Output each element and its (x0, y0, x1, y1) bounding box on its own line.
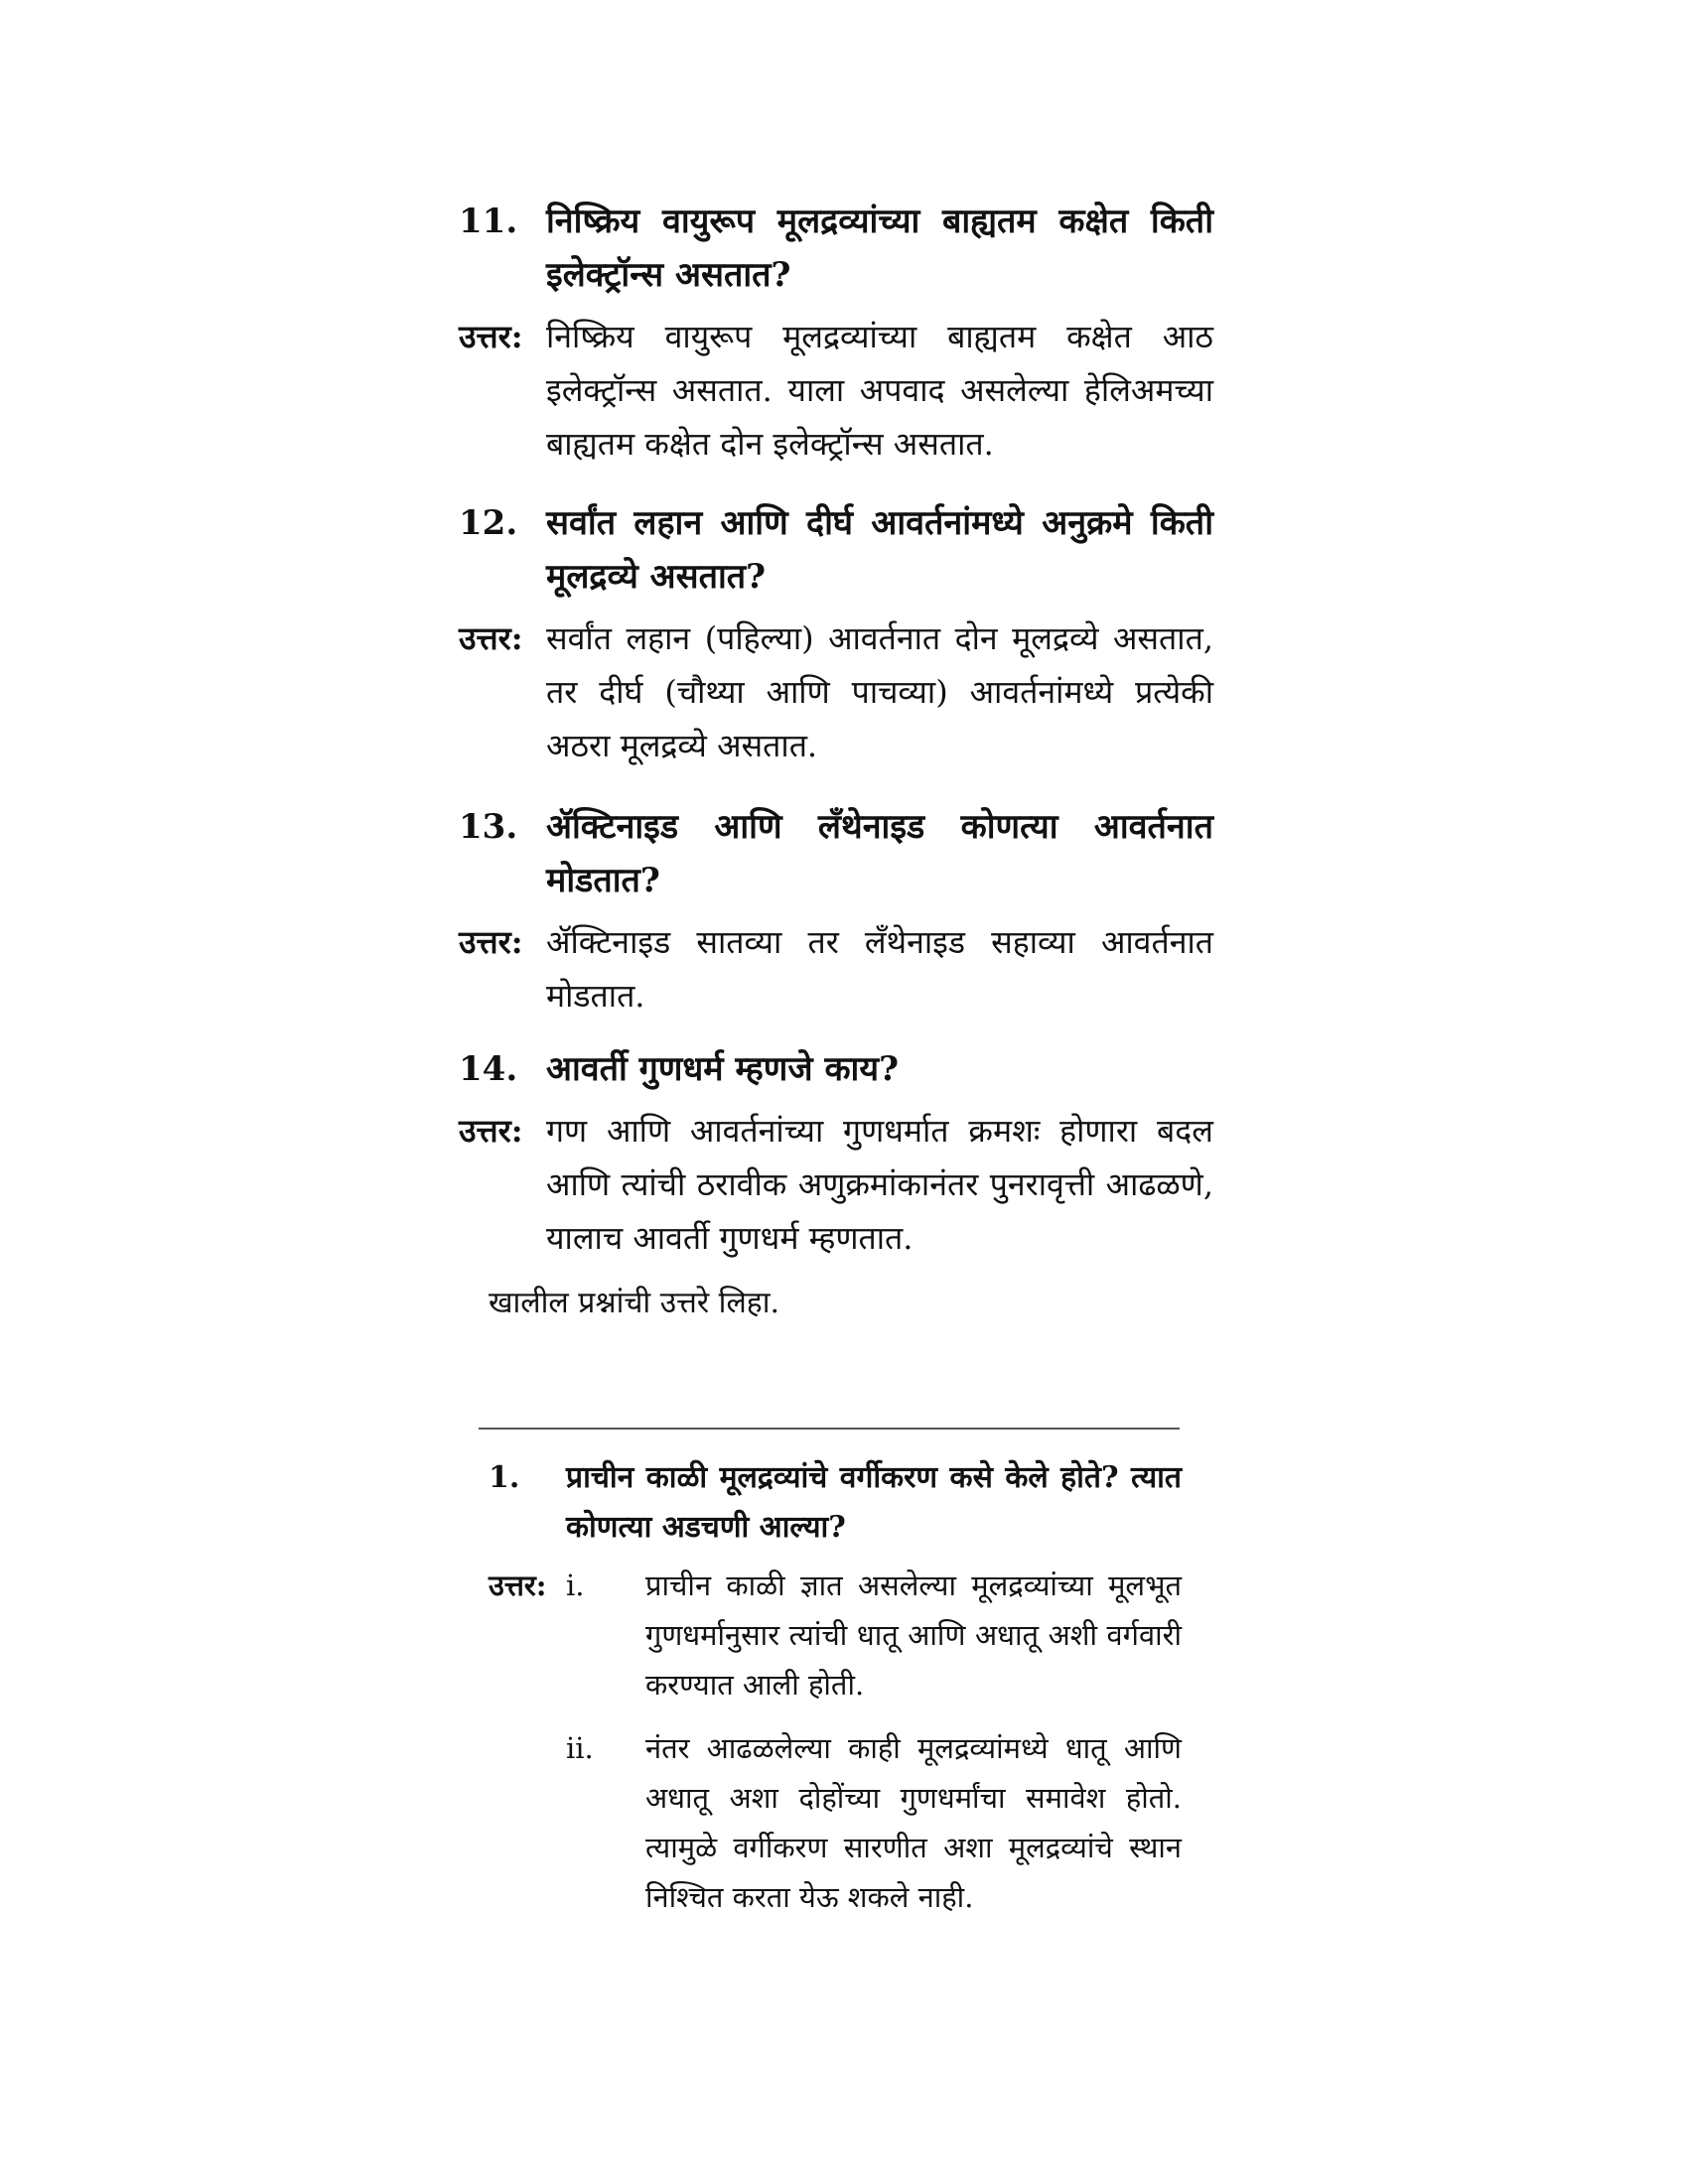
answer-13 (459, 915, 1213, 1023)
question-number: 12. (459, 503, 518, 543)
point-marker: i. (566, 1569, 585, 1602)
answer-points (566, 1561, 1182, 1936)
answer-label: उत्तर: (459, 923, 523, 961)
answer-text: सर्वांत लहान (पहिल्या) आवर्तनात दोन मूलद्रव्ये असतात, तर दीर्घ (चौथ्या आणि पाचव्या) आवर्तनांमध्ये प्रत्येकी अठरा मूलद्रव्ये असतात. (546, 619, 1213, 764)
question-text: निष्क्रिय वायुरूप मूलद्रव्यांच्या बाह्यतम कक्षेत किती इलेक्ट्रॉन्स असतात? (546, 202, 1213, 295)
long-question-1 (489, 1453, 1182, 1553)
section-instruction: खालील प्रश्नांची उत्तरे लिहा. (489, 1286, 780, 1320)
section-divider (479, 1428, 1180, 1430)
question-number: 13. (459, 807, 518, 847)
answer-label: उत्तर: (489, 1569, 547, 1602)
point-text: नंतर आढळलेल्या काही मूलद्रव्यांमध्ये धातू आणि अधातू अशा दोहोंच्या गुणधर्मांचा समावेश होतो. त्यामुळे वर्गीकरण सारणीत अशा मूलद्रव्यांचे स्थान निश्चित करता येऊ शकले नाही. (645, 1731, 1182, 1914)
answer-11 (459, 310, 1213, 471)
qa-block-12 (459, 496, 1213, 772)
question-14 (459, 1042, 1213, 1096)
question-text: सर्वांत लहान आणि दीर्घ आवर्तनांमध्ये अनुक्रमे किती मूलद्रव्ये असतात? (546, 503, 1213, 597)
question-number: 11. (459, 202, 518, 241)
question-text: आवर्ती गुणधर्म म्हणजे काय? (546, 1049, 900, 1089)
answer-12 (459, 612, 1213, 772)
point-marker: ii. (566, 1731, 594, 1765)
point-text: प्राचीन काळी ज्ञात असलेल्या मूलद्रव्यांच्या मूलभूत गुणधर्मानुसार त्यांची धातू आणि अधातू अशी वर्गवारी करण्यात आली होती. (645, 1569, 1182, 1702)
qa-block-long-1 (489, 1453, 1182, 1936)
answer-text: ॲक्टिनाइड सातव्या तर लँथेनाइड सहाव्या आवर्तनात मोडतात. (546, 923, 1213, 1015)
answer-text: गण आणि आवर्तनांच्या गुणधर्मात क्रमशः होणारा बदल आणि त्यांची ठरावीक अणुक्रमांकानंतर पुनरावृत्ती आढळणे, यालाच आवर्ती गुणधर्म म्हणतात. (546, 1112, 1213, 1257)
question-number: 14. (459, 1049, 518, 1089)
question-number: 1. (489, 1460, 520, 1495)
question-12 (459, 496, 1213, 604)
answer-label: उत्तर: (459, 1112, 523, 1150)
answer-text: निष्क्रिय वायुरूप मूलद्रव्यांच्या बाह्यतम कक्षेत आठ इलेक्ट्रॉन्स असतात. याला अपवाद असलेल्या हेलिअमच्या बाह्यतम कक्षेत दोन इलेक्ट्रॉन्स असतात. (546, 318, 1213, 463)
answer-14 (459, 1104, 1213, 1265)
qa-block-13 (459, 800, 1213, 1023)
answer-point (566, 1723, 1182, 1922)
question-text: प्राचीन काळी मूलद्रव्यांचे वर्गीकरण कसे केले होते? त्यात कोणत्या अडचणी आल्या? (566, 1460, 1182, 1545)
answer-point (566, 1561, 1182, 1709)
question-text: ॲक्टिनाइड आणि लँथेनाइड कोणत्या आवर्तनात मोडतात? (546, 807, 1213, 900)
qa-block-14 (459, 1042, 1213, 1265)
long-answer-1 (489, 1561, 1182, 1936)
qa-block-11 (459, 195, 1213, 471)
answer-label: उत्तर: (459, 318, 523, 355)
question-13 (459, 800, 1213, 907)
question-11 (459, 195, 1213, 302)
answer-label: उत्तर: (459, 619, 523, 657)
